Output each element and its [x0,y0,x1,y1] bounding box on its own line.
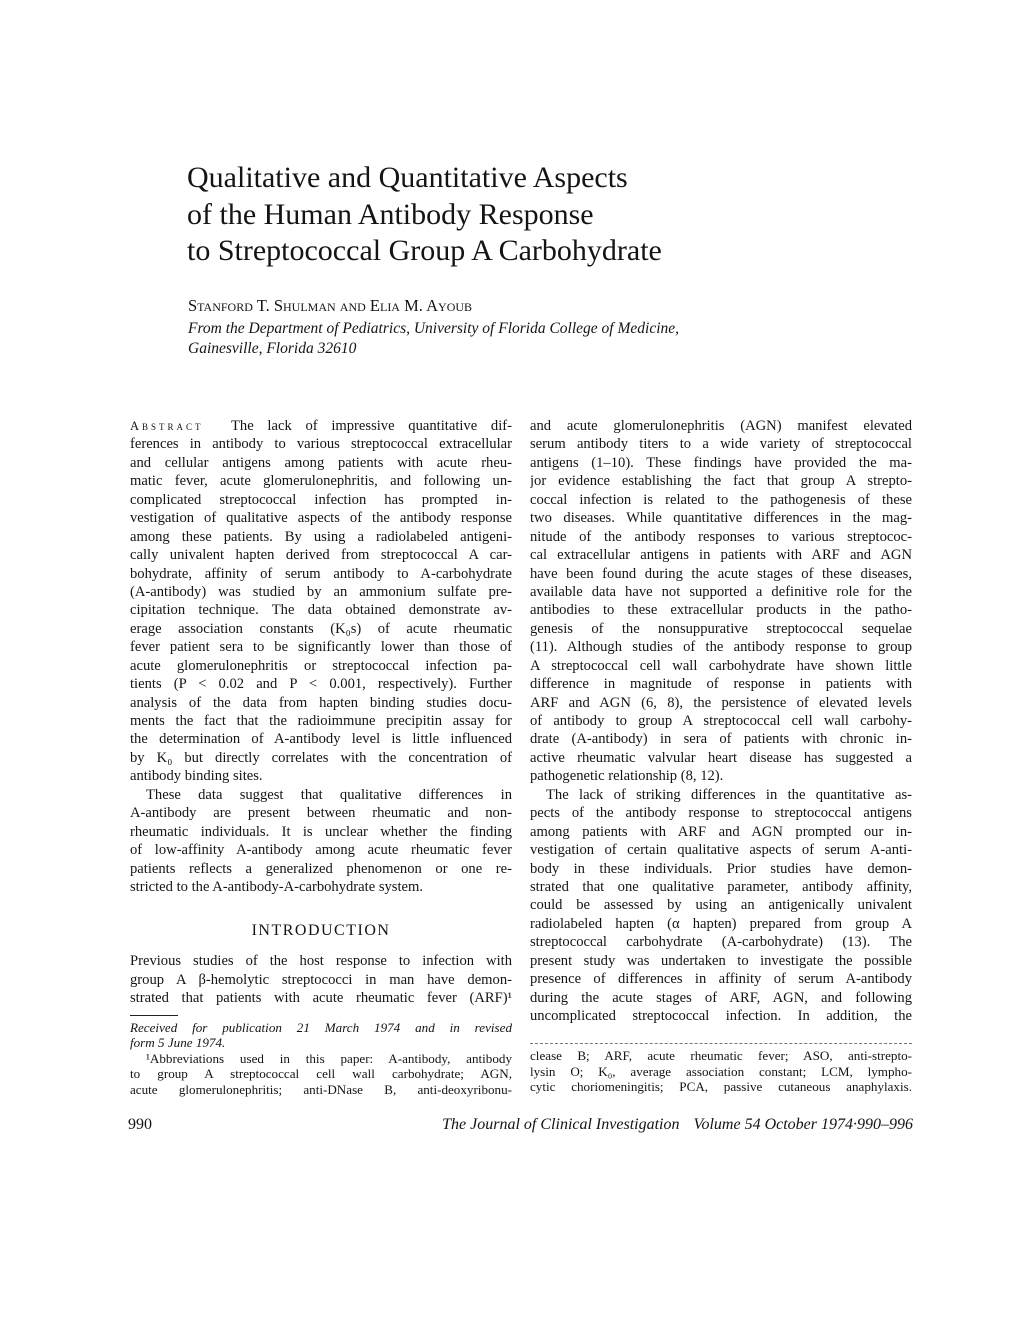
body-line: antigens (1–10). These findings have provided the ma- [530,454,912,471]
body-line: vestigation of certain qualitative aspects of serum A-anti- [530,842,912,859]
abstract-line: erage association constants (K₀s) of acute rheumatic [130,620,512,637]
body-line: drate (A-antibody) in sera of patients with chronic in- [530,731,912,748]
right-column [530,417,912,1025]
abstract-p2-line: A-antibody are present between rheumatic and non- [130,805,512,822]
intro-line: Previous studies of the host response to infection with [130,953,512,970]
body-line: and acute glomerulonephritis (AGN) manifest elevated [530,418,912,434]
abstract-line: among these patients. By using a radiolabeled antigeni- [130,528,512,545]
body-line: present study was undertaken to investigate the possible [530,952,912,969]
abstract-line: tients (P < 0.02 and P < 0.001, respectively). Further [130,676,512,693]
abstract-first-line [130,417,512,435]
abstract-line: and cellular antigens among patients with acute rheu- [130,454,512,471]
abstract-text: The lack of impressive quantitative dif- [231,418,512,434]
body-line: A streptococcal cell wall carbohydrate have shown little [530,657,912,674]
journal-citation [442,1116,913,1134]
abstract-line: antibody binding sites. [130,768,263,785]
section-heading-introduction: INTRODUCTION [251,922,391,940]
body-line: cal extracellular antigens in patients with ARF and AGN [530,547,912,564]
body-line: uncomplicated streptococcal infection. In addition, the [530,1008,912,1024]
title-line: to Streptococcal Group A Carbohydrate [187,234,662,267]
article-title [187,160,827,270]
body-line: coccal infection is related to the pathogenesis of these [530,491,912,508]
left-column [130,417,512,1097]
abstract-line: complicated streptococcal infection has prompted in- [130,491,512,508]
abstract-line: cally univalent hapten derived from streptococcal A car- [130,547,512,564]
volume-info: Volume 54 October 1974·990–996 [693,1116,913,1133]
title-line: Qualitative and Quantitative Aspects [187,161,628,194]
page-number: 990 [128,1116,152,1133]
abstract-line: the determination of A-antibody level is little influenced [130,731,512,748]
body-line: strated that one qualitative parameter, antibody affinity, [530,878,912,895]
abstract-line: fever patient sera to be significantly lower than those of [130,639,512,656]
received-line: form 5 June 1974. [130,1035,226,1051]
title-line: of the Human Antibody Response [187,197,594,231]
abstract-line: ments the fact that the radioimmune precipitin assay for [130,713,512,729]
abstract-line: cipitation technique. The data obtained demonstrate av- [130,602,512,619]
body-line: serum antibody titers to a wide variety of streptococcal [530,436,912,453]
footnote-rule-right [530,1043,912,1044]
received-line: Received for publication 21 March 1974 and in revised [130,1019,512,1035]
abstract-line: bohydrate, affinity of serum antibody to A-carbohydrate [130,565,512,582]
body-line: of antibody to group A streptococcal cell wall carbohy- [530,713,912,729]
page-footer [128,1116,913,1138]
intro-line: group A β-hemolytic streptococci in man have demon- [130,971,512,988]
footnotes-left [130,1020,512,1098]
body-line: genesis of the nonsuppurative streptococcal sequelae [530,620,912,637]
body-line: (11). Although studies of the antibody response to group [530,639,912,656]
footnote-line: to group A streptococcal cell wall carbohydrate; AGN, [130,1066,512,1082]
abstract-label: Abstract [130,419,204,433]
body-line: available data have not supported a definitive role for the [530,583,912,600]
abstract-p2-line: of low-affinity A-antibody among acute rheumatic fever [130,842,512,859]
body-line: streptococcal carbohydrate (A-carbohydrate) (13). The [530,934,912,951]
footnote-line: acute glomerulonephritis; anti-DNase B, anti-deoxyribonu- [130,1081,512,1097]
footnote-rule [130,1015,178,1016]
body-line: nitude of the antibody responses to various streptococ- [530,528,912,545]
body-line: pathogenetic relationship (8, 12). [530,768,724,785]
body-line: could be assessed by using an antigenically univalent [530,897,912,914]
affiliation [188,319,828,358]
body-line: presence of differences in affinity of serum A-antibody [530,971,912,988]
body-line: body in these individuals. Prior studies have demon- [530,860,912,877]
footnote-line: clease B; ARF, acute rheumatic fever; ASO, anti-strepto- [530,1048,912,1063]
body-line: The lack of striking differences in the quantitative as- [546,786,912,803]
abstract-p2-line: These data suggest that qualitative differences in [146,786,512,803]
abstract-line: (A-antibody) was studied by an ammonium sulfate pre- [130,583,512,600]
abstract-line: vestigation of qualitative aspects of the antibody response [130,510,512,527]
abstract-p2-line: patients reflects a generalized phenomenon or one re- [130,860,512,877]
abstract-line: ferences in antibody to various streptococcal extracellular [130,436,512,453]
authors: Stanford T. Shulman and Elia M. Ayoub [188,296,473,315]
footnotes-right [530,1048,912,1095]
body-line: jor evidence establishing the fact that group A strepto- [530,473,912,490]
journal-name: The Journal of Clinical Investigation [442,1116,680,1133]
abstract-line: acute glomerulonephritis or streptococcal infection pa- [130,657,512,674]
abstract-p2-line: rheumatic individuals. It is unclear whether the finding [130,823,512,840]
footnote-line: lysin O; K₀, average association constant; LCM, lympho- [530,1063,912,1079]
body-line: active rheumatic valvular heart disease has suggested a [530,749,912,766]
body-line: among patients with ARF and AGN prompted our in- [530,823,912,840]
intro-line: strated that patients with acute rheumatic fever (ARF)¹ [130,990,512,1007]
body-line: antibodies to these extracellular products in the patho- [530,602,912,619]
body-line: ARF and AGN (6, 8), the persistence of elevated levels [530,694,912,711]
abstract-line: matic fever, acute glomerulonephritis, and following un- [130,473,512,490]
body-line: during the acute stages of ARF, AGN, and following [530,989,912,1006]
affiliation-line: From the Department of Pediatrics, University of Florida College of Medicine, [188,320,680,337]
abstract-line: by K₀ but directly correlates with the concentration of [130,749,512,766]
body-line: difference in magnitude of response in patients with [530,676,912,693]
affiliation-line: Gainesville, Florida 32610 [188,339,357,357]
body-line: have been found during the acute stages of these diseases, [530,565,912,582]
abstract-p2-line: stricted to the A-antibody-A-carbohydrate system. [130,878,424,895]
body-line: radiolabeled hapten (α hapten) prepared from group A [530,915,912,932]
abstract-line: analysis of the data from hapten binding studies docu- [130,694,512,711]
body-line: two diseases. While quantitative differences in the mag- [530,510,912,527]
body-line: pects of the antibody response to streptococcal antigens [530,805,912,822]
footnote-line: ¹Abbreviations used in this paper: A-antibody, antibody [146,1050,512,1066]
footnote-line: cytic choriomeningitis; PCA, passive cutaneous anaphylaxis. [530,1079,912,1094]
